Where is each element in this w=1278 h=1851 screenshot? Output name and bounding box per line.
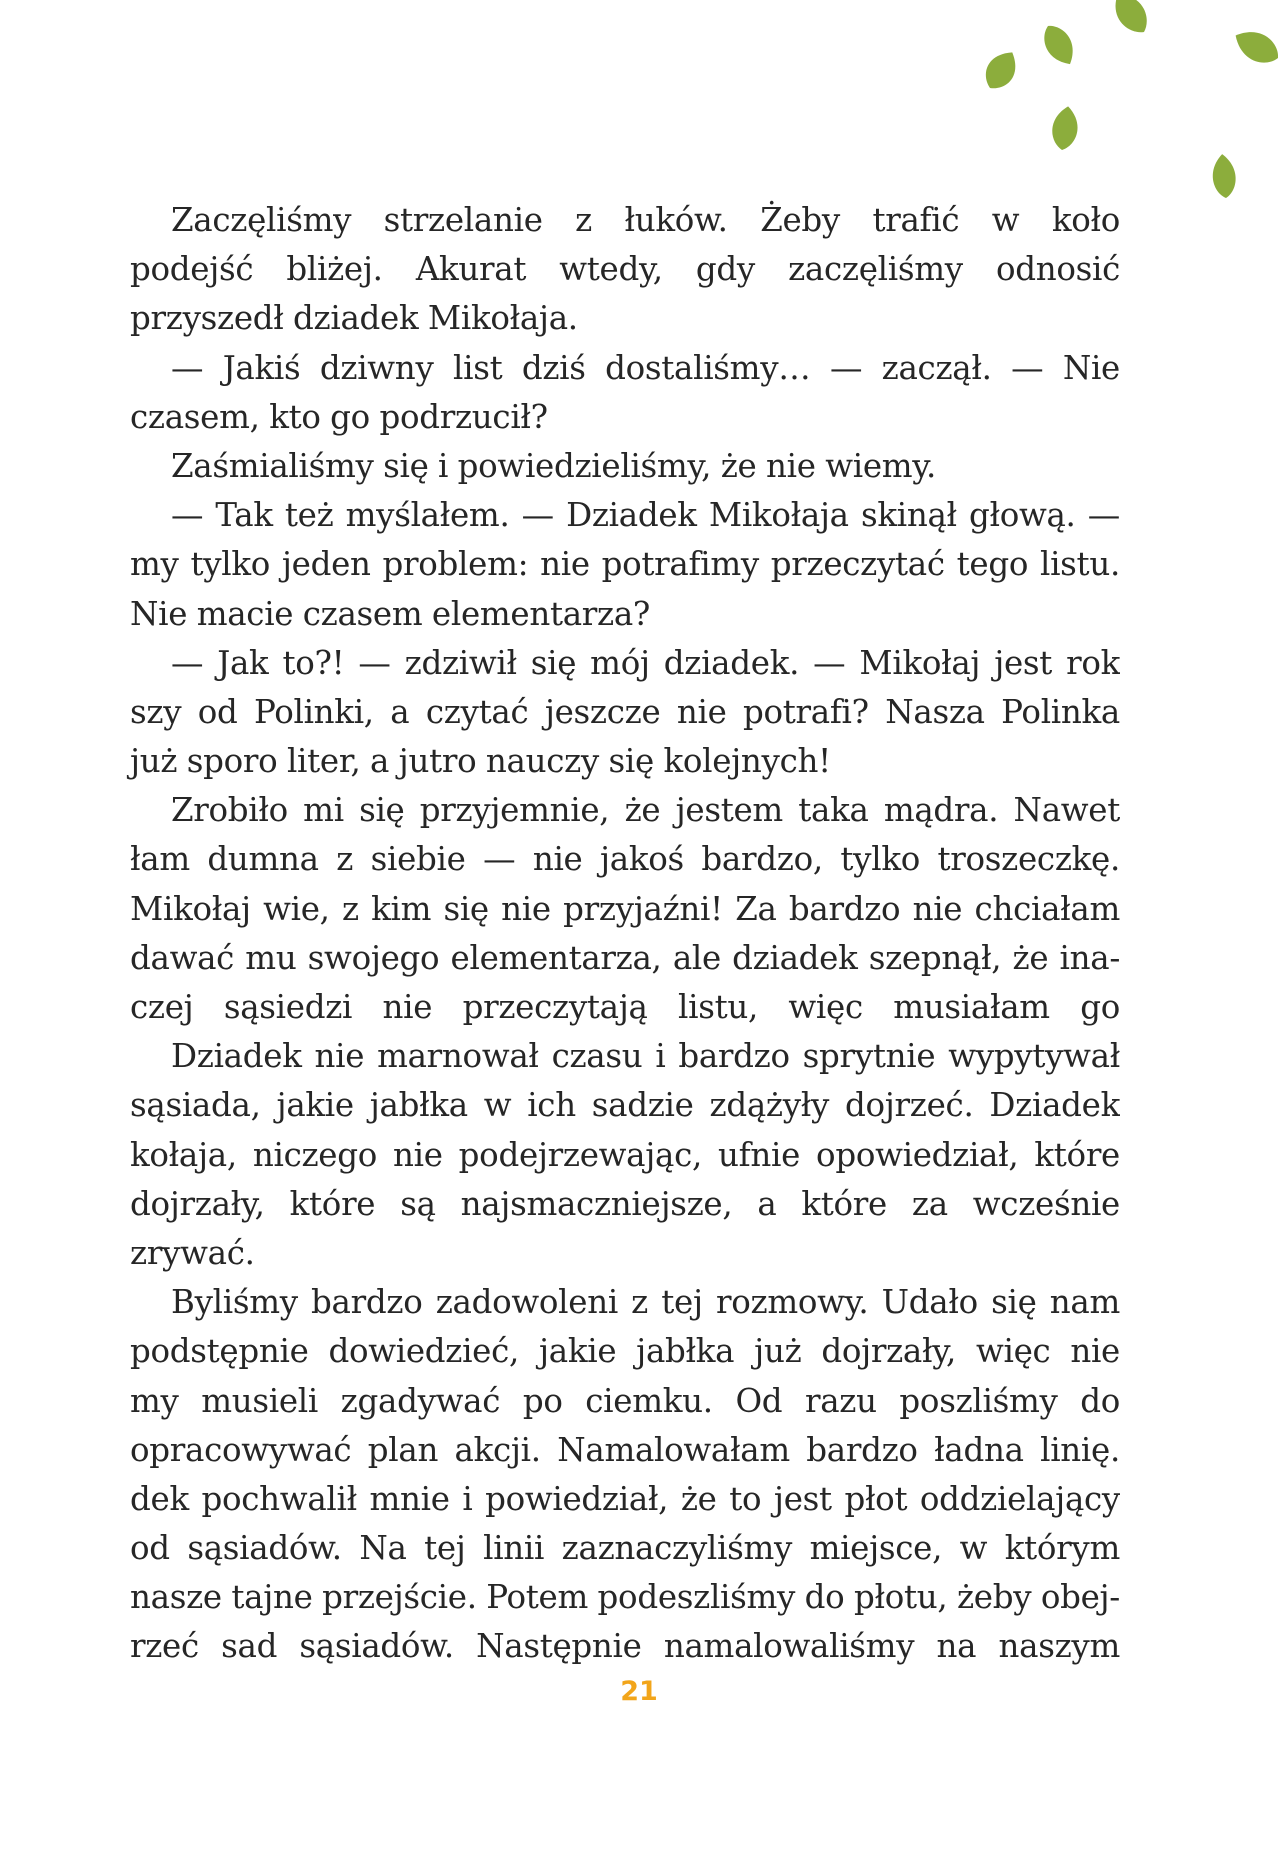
leaf <box>1211 153 1237 199</box>
page-number: 21 <box>620 1676 658 1707</box>
text-line: zrywać. <box>130 1233 255 1272</box>
text-line: szy od Polinki, a czytać jeszcze nie potrafi? Nasza Polinka <box>130 692 1120 731</box>
text-line: dawać mu swojego elementarza, ale dziadek szepnął, że ina- <box>130 938 1120 977</box>
text-line: łam dumna z siebie — nie jakoś bardzo, tylko troszeczkę. <box>130 840 1120 879</box>
text-line: Zrobiło mi się przyjemnie, że jestem taka mądra. Nawet <box>171 791 1120 830</box>
text-line: od sąsiadów. Na tej linii zaznaczyliśmy miejsce, w którym <box>130 1529 1120 1568</box>
green-leaves-icon <box>940 0 1278 200</box>
text-line: — Jak to?! — zdziwił się mój dziadek. — Mikołaj jest rok <box>171 643 1120 682</box>
text-line: — Jakiś dziwny list dziś dostaliśmy… — zaczął. — Nie <box>171 348 1120 387</box>
text-line: dek pochwalił mnie i powiedział, że to jest płot oddzielający <box>130 1479 1120 1518</box>
text-line: Dziadek nie marnował czasu i bardzo sprytnie wypytywał <box>171 1037 1120 1076</box>
text-line: sąsiada, jakie jabłka w ich sadzie zdążyły dojrzeć. Dziadek <box>130 1086 1120 1125</box>
text-line: rzeć sad sąsiadów. Następnie namalowaliśmy na naszym <box>130 1627 1120 1666</box>
text-line: Byliśmy bardzo zadowoleni z tej rozmowy. Udało się nam <box>171 1283 1120 1322</box>
text-line: czasem, kto go podrzucił? <box>130 397 548 436</box>
text-line: Nie macie czasem elementarza? <box>130 594 651 633</box>
leaf <box>1229 23 1278 70</box>
text-line: — Tak też myślałem. — Dziadek Mikołaja skinął głową. — <box>171 496 1120 535</box>
text-line: podejść bliżej. Akurat wtedy, gdy zaczęliśmy odnosić <box>130 250 1120 289</box>
text-line: już sporo liter, a jutro nauczy się kolejnych! <box>130 742 831 781</box>
text-line: czej sąsiedzi nie przeczytają listu, więc musiałam go <box>130 988 1120 1026</box>
text-line: my musieli zgadywać po ciemku. Od razu poszliśmy do <box>130 1381 1120 1420</box>
text-line: nasze tajne przejście. Potem podeszliśmy do płotu, żeby obej- <box>130 1578 1120 1617</box>
text-line: Zaśmialiśmy się i powiedzieliśmy, że nie wiemy. <box>171 446 937 485</box>
text-line: podstępnie dowiedzieć, jakie jabłka już dojrzały, więc nie <box>130 1332 1120 1371</box>
text-line: Zaczęliśmy strzelanie z łuków. Żeby trafić w koło <box>171 201 1120 239</box>
leaf <box>978 45 1023 95</box>
text-line: my tylko jeden problem: nie potrafimy przeczytać tego listu. <box>130 545 1120 584</box>
text-line: Mikołaj wie, z kim się nie przyjaźni! Za bardzo nie chciałam <box>130 889 1120 928</box>
text-line: opracowywać plan akcji. Namalowałam bardzo ładna linię. <box>130 1430 1120 1469</box>
leaf <box>1107 0 1155 40</box>
story-text <box>130 196 1120 1672</box>
leaf <box>1037 20 1081 71</box>
leaf <box>1050 105 1081 152</box>
text-line: kołaja, niczego nie podejrzewając, ufnie opowiedział, które <box>130 1135 1120 1174</box>
text-line: przyszedł dziadek Mikołaja. <box>130 299 578 338</box>
text-line: dojrzały, które są najsmaczniejsze, a które za wcześnie <box>130 1184 1120 1223</box>
